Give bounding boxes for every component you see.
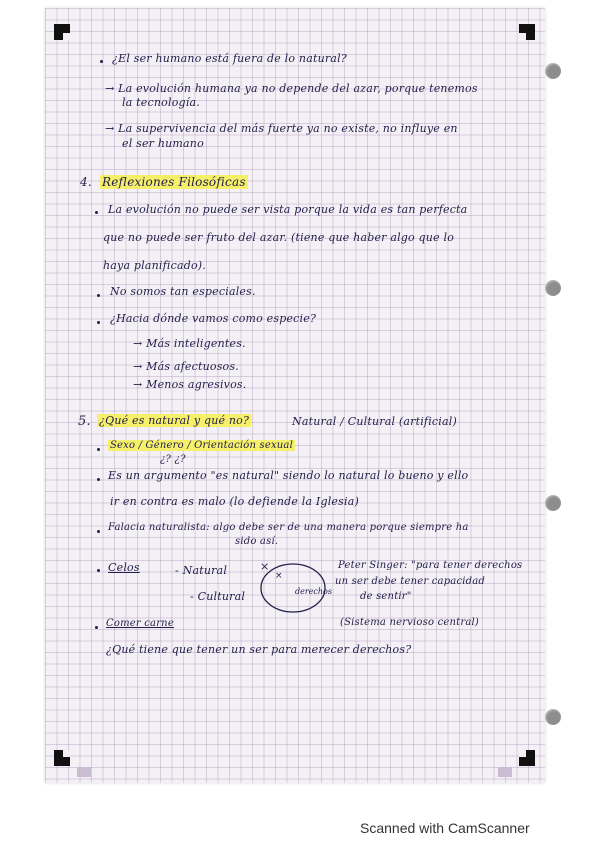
scan-corner-marker <box>519 750 535 766</box>
section-number: 4. <box>80 175 92 189</box>
bullet <box>97 569 100 572</box>
note-line: → Más inteligentes. <box>133 337 246 350</box>
note-line: Falacia naturalista: algo debe ser de una manera porque siempre ha <box>108 522 469 533</box>
note-line: ¿Qué tiene que tener un ser para merecer derechos? <box>106 643 412 656</box>
note-line: un ser debe tener capacidad <box>335 576 486 587</box>
note-line: Sexo / Género / Orientación sexual <box>110 440 293 451</box>
scan-corner-marker <box>519 24 535 40</box>
bullet <box>97 294 100 297</box>
page-tick-mark <box>77 767 91 777</box>
note-line: ¿? ¿? <box>160 454 186 465</box>
note-line: Peter Singer: "para tener derechos <box>338 560 523 571</box>
binder-hole <box>545 495 561 511</box>
section-heading: Reflexiones Filosóficas <box>102 175 246 189</box>
binder-hole <box>545 63 561 79</box>
note-line: → La supervivencia del más fuerte ya no existe, no influye en <box>105 122 458 135</box>
note-line: - Cultural <box>190 590 246 603</box>
x-mark: × <box>275 571 283 581</box>
note-line: ¿El ser humano está fuera de lo natural? <box>112 52 347 65</box>
page-tick-mark <box>498 767 512 777</box>
sketch-label: derechos <box>295 587 332 596</box>
note-line: haya planificado). <box>103 259 206 272</box>
note-line: el ser humano <box>122 137 204 150</box>
note-line: → Menos agresivos. <box>133 378 247 391</box>
bullet <box>97 530 100 533</box>
bullet <box>97 478 100 481</box>
binder-hole <box>545 709 561 725</box>
bullet <box>97 321 100 324</box>
note-line: ¿Hacia dónde vamos como especie? <box>110 312 317 325</box>
note-line: → La evolución humana ya no depende del azar, porque tenemos <box>105 82 478 95</box>
bullet <box>97 448 100 451</box>
note-line: ir en contra es malo (lo defiende la Iglesia) <box>110 495 359 508</box>
note-line: La evolución no puede ser vista porque la vida es tan perfecta <box>108 203 468 216</box>
circle-sketch <box>255 560 335 620</box>
bullet <box>100 60 103 63</box>
bullet <box>95 626 98 629</box>
scan-corner-marker <box>54 24 70 40</box>
note-line: → Más afectuosos. <box>133 360 239 373</box>
note-line: Es un argumento "es natural" siendo lo natural lo bueno y ello <box>108 469 469 482</box>
section-heading: ¿Qué es natural y qué no? <box>99 414 250 427</box>
scanner-watermark: Scanned with CamScanner <box>360 820 530 836</box>
note-line: Celos <box>108 561 140 574</box>
x-mark: × <box>260 560 270 573</box>
section-number: 5. <box>78 414 91 429</box>
binder-hole <box>545 280 561 296</box>
bullet <box>95 211 98 214</box>
scan-corner-marker <box>54 750 70 766</box>
note-line: que no puede ser fruto del azar. (tiene que haber algo que lo <box>103 231 455 244</box>
note-line: sido así. <box>235 536 279 547</box>
note-line: (Sistema nervioso central) <box>340 617 479 628</box>
note-line: Comer carne <box>106 618 174 629</box>
note-line: - Natural <box>175 564 228 577</box>
note-line: No somos tan especiales. <box>110 285 256 298</box>
note-line: de sentir" <box>360 591 412 602</box>
note-line: la tecnología. <box>122 96 200 109</box>
note-line: Natural / Cultural (artificial) <box>292 415 457 428</box>
